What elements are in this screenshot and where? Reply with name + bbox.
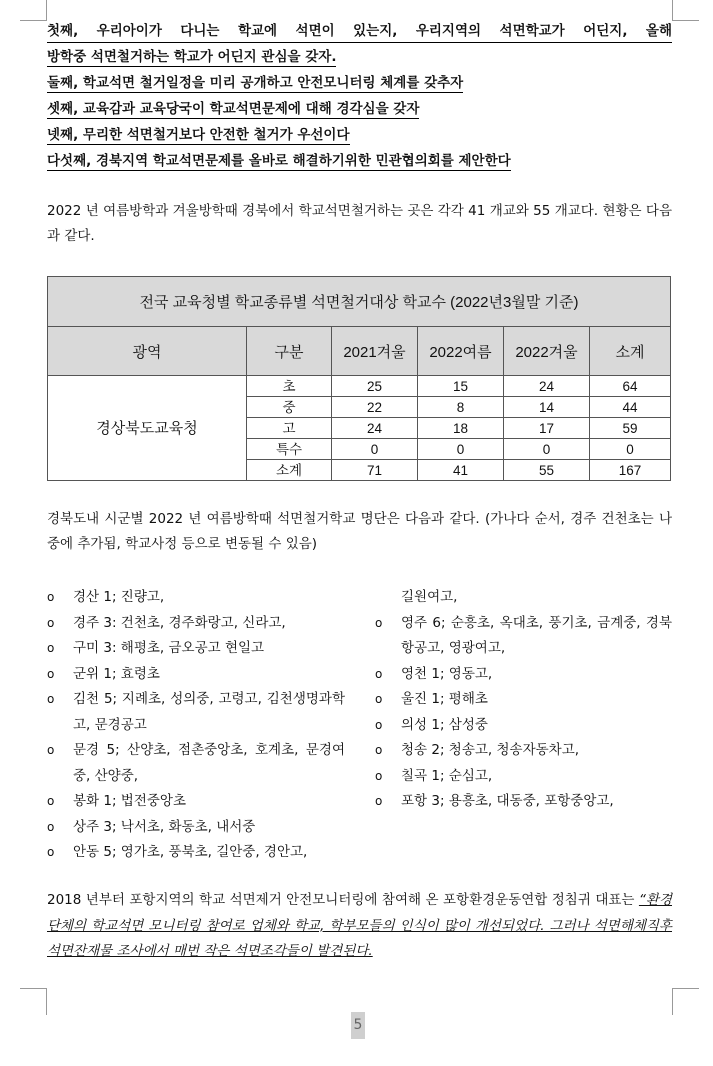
list-item: o 영천 1; 영동고,: [375, 662, 672, 688]
bullet: o: [47, 692, 55, 706]
type-cell: 소계: [247, 460, 332, 481]
col-header-subtotal: 소계: [590, 327, 671, 376]
list-item: o 포항 3; 용흥초, 대동중, 포항중앙고,: [375, 789, 672, 815]
crop-mark-bottom-left: [20, 988, 47, 1015]
list-item: o 구미 3: 해평초, 금오공고 현일고: [47, 636, 345, 662]
closing-quote: “환경단체의 학교석면 모니터링 참여로 업체와 학교, 학부모들의 인식이 많이 개선되었다. 그러나 석면해체직후 석면잔재물 조사에서 매번 작은 석면조각들이 발견된다.: [47, 892, 672, 959]
headline-6: 다섯째, 경북지역 학교석면문제를 올바로 해결하기위한 민관협의회를 제안한다: [47, 153, 511, 169]
value-cell: 0: [332, 439, 418, 460]
list-item: o 의성 1; 삼성중: [375, 713, 672, 739]
list-item: o 경주 3: 건천초, 경주화랑고, 신라고,: [47, 611, 345, 637]
col-header-type: 구분: [247, 327, 332, 376]
col-header-2021-winter: 2021겨울: [332, 327, 418, 376]
type-cell: 특수: [247, 439, 332, 460]
headline-1: 첫째, 우리아이가 다니는 학교에 석면이 있는지, 우리지역의 석면학교가 어딘지, 올해: [47, 21, 672, 43]
list-item: o 청송 2; 청송고, 청송자동차고,: [375, 738, 672, 764]
value-cell: 0: [504, 439, 590, 460]
list-item: o 군위 1; 효령초: [47, 662, 345, 688]
value-cell: 55: [504, 460, 590, 481]
school-list-right: [375, 585, 672, 815]
col-header-region: 광역: [48, 327, 247, 376]
list-item: o 상주 3; 낙서초, 화동초, 내서중: [47, 815, 345, 841]
bullet: o: [47, 845, 55, 859]
asbestos-school-table: [47, 276, 671, 481]
list-item: o 김천 5; 지례초, 성의중, 고령고, 김천생명과학고, 문경공고: [47, 687, 345, 738]
bullet: o: [375, 666, 383, 681]
bullet: o: [47, 590, 55, 604]
crop-mark-top-left: [20, 0, 47, 21]
type-cell: 중: [247, 397, 332, 418]
bullet: o: [47, 641, 55, 655]
intro-paragraph: 2022 년 여름방학과 겨울방학때 경북에서 학교석면철거하는 곳은 각각 41 개교와 55 개교다. 현황은 다음과 같다.: [47, 203, 672, 244]
list-intro-paragraph: 경북도내 시군별 2022 년 여름방학때 석면철거학교 명단은 다음과 같다. (가나다 순서, 경주 건천초는 나중에 추가됨, 학교사정 등으로 변동될 수 있음): [47, 511, 672, 552]
table-title: 전국 교육청별 학교종류별 석면철거대상 학교수 (2022년3월말 기준): [48, 277, 671, 327]
headline-3: 둘째, 학교석면 철거일정을 미리 공개하고 안전모니터링 체계를 갖추자: [47, 75, 464, 91]
bullet: o: [47, 615, 55, 630]
table-row: [48, 376, 671, 397]
bullet: o: [375, 692, 383, 706]
total-cell: 44: [590, 397, 671, 418]
col-header-2022-summer: 2022여름: [418, 327, 504, 376]
school-list-left: [47, 585, 345, 866]
headline-2: 방학중 석면철거하는 학교가 어딘지 관심을 갖자.: [47, 49, 337, 65]
bullet: o: [47, 794, 55, 808]
bullet: o: [47, 666, 55, 681]
list-item: o 문경 5; 산양초, 점촌중앙초, 호계초, 문경여중, 산양중,: [47, 738, 345, 789]
page-number: 5: [351, 1012, 365, 1039]
total-cell: 64: [590, 376, 671, 397]
list-item: o 봉화 1; 법전중앙초: [47, 789, 345, 815]
list-item: o 칠곡 1; 순심고,: [375, 764, 672, 790]
value-cell: 22: [332, 397, 418, 418]
total-cell: 167: [590, 460, 671, 481]
value-cell: 17: [504, 418, 590, 439]
headline-5: 넷째, 무리한 석면철거보다 안전한 철거가 우선이다: [47, 127, 350, 143]
list-item: o 울진 1; 평해초: [375, 687, 672, 713]
crop-mark-bottom-right: [672, 988, 699, 1015]
total-cell: 0: [590, 439, 671, 460]
value-cell: 24: [332, 418, 418, 439]
closing-lead: 2018 년부터 포항지역의 학교 석면제거 안전모니터링에 참여해 온 포항환경운동연합 정침귀 대표는: [47, 892, 635, 908]
bullet: o: [47, 819, 55, 834]
bullet: o: [375, 768, 383, 783]
list-item-continuation: 길원여고,: [401, 589, 458, 605]
col-header-2022-winter: 2022겨울: [504, 327, 590, 376]
value-cell: 24: [504, 376, 590, 397]
bullet: o: [47, 743, 55, 757]
type-cell: 고: [247, 418, 332, 439]
region-cell: 경상북도교육청: [48, 376, 247, 481]
bullet: o: [375, 615, 383, 630]
value-cell: 14: [504, 397, 590, 418]
bullet: o: [375, 743, 383, 757]
value-cell: 71: [332, 460, 418, 481]
value-cell: 15: [418, 376, 504, 397]
value-cell: 8: [418, 397, 504, 418]
list-item: o 영주 6; 순흥초, 옥대초, 풍기초, 금계중, 경북항공고, 영광여고,: [375, 611, 672, 662]
value-cell: 25: [332, 376, 418, 397]
bullet: o: [375, 717, 383, 732]
crop-mark-top-right: [672, 0, 699, 21]
value-cell: 0: [418, 439, 504, 460]
list-item: o 안동 5; 영가초, 풍북초, 길안중, 경안고,: [47, 840, 345, 866]
headline-4: 셋째, 교육감과 교육당국이 학교석면문제에 대해 경각심을 갖자: [47, 101, 420, 117]
value-cell: 18: [418, 418, 504, 439]
total-cell: 59: [590, 418, 671, 439]
value-cell: 41: [418, 460, 504, 481]
type-cell: 초: [247, 376, 332, 397]
closing-paragraph: [47, 888, 672, 965]
bullet: o: [375, 794, 383, 808]
list-item: o 경산 1; 진량고,: [47, 585, 345, 611]
